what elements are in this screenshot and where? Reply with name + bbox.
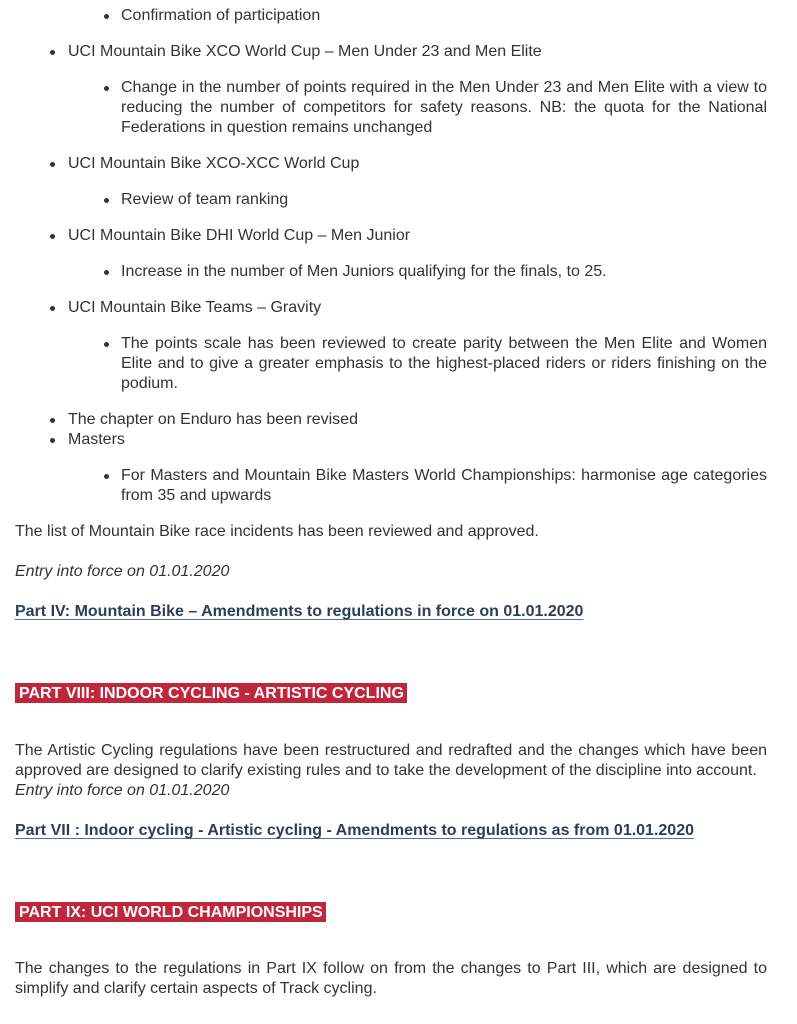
part-viii-section: [15, 683, 767, 704]
list-item: UCI Mountain Bike XCO World Cup – Men Under 23 and Men Elite: [15, 42, 767, 62]
list-item: Change in the number of points required in the Men Under 23 and Men Elite with a view to reducing the number of competitors for safety reasons. NB: the quota for the National Federations in question remains unchanged: [15, 78, 767, 138]
bullet-icon: [50, 50, 55, 55]
part-viii-link-paragraph: [15, 821, 767, 841]
list-item: The points scale has been reviewed to create parity between the Men Elite and Women Elite and to give a greater emphasis to the highest-placed riders or riders finishing on the podium.: [15, 334, 767, 394]
bullet-icon: [50, 306, 55, 311]
bullet-icon: [50, 438, 55, 443]
list-item: UCI Mountain Bike DHI World Cup – Men Junior: [15, 226, 767, 246]
part-viii-body: The Artistic Cycling regulations have been restructured and redrafted and the changes which have been approved are designed to clarify existing rules and to take the development of the discipline into account.: [15, 742, 767, 779]
incidents-paragraph: The list of Mountain Bike race incidents has been reviewed and approved.: [15, 523, 539, 540]
bullet-icon: [50, 234, 55, 239]
list-item: Confirmation of participation: [15, 6, 767, 26]
bullet-icon: [104, 198, 109, 203]
mtb-amendments-list: [15, 6, 767, 506]
bullet-icon: [104, 14, 109, 19]
part-ix-heading: PART IX: UCI WORLD CHAMPIONSHIPS: [15, 902, 326, 922]
part-viii-heading: PART VIII: INDOOR CYCLING - ARTISTIC CYCLING: [15, 683, 407, 703]
part-ix-body: The changes to the regulations in Part IX follow on from the changes to Part III, which are designed to simplify and clarify certain aspects of Track cycling.: [15, 960, 767, 997]
part-vii-artistic-cycling-link[interactable]: Part VII : Indoor cycling - Artistic cycling - Amendments to regulations as from 01.01.2020: [15, 822, 694, 839]
part-iv-mountain-bike-link[interactable]: Part IV: Mountain Bike – Amendments to regulations in force on 01.01.2020: [15, 603, 584, 620]
bullet-icon: [104, 342, 109, 347]
article-content: [15, 6, 767, 999]
bullet-icon: [104, 86, 109, 91]
list-item: Review of team ranking: [15, 190, 767, 210]
mtb-link-paragraph: [15, 602, 767, 622]
part-ix-section: [15, 902, 767, 923]
list-item: Masters: [15, 430, 767, 450]
part-viii-entry-into-force: Entry into force on 01.01.2020: [15, 782, 230, 799]
bullet-icon: [50, 162, 55, 167]
bullet-icon: [50, 418, 55, 423]
list-item: The chapter on Enduro has been revised: [15, 410, 767, 430]
list-item: UCI Mountain Bike Teams – Gravity: [15, 298, 767, 318]
bullet-icon: [104, 270, 109, 275]
bullet-icon: [104, 474, 109, 479]
list-item: Increase in the number of Men Juniors qualifying for the finals, to 25.: [15, 262, 767, 282]
mtb-entry-into-force: Entry into force on 01.01.2020: [15, 563, 230, 580]
list-item: UCI Mountain Bike XCO-XCC World Cup: [15, 154, 767, 174]
list-item: For Masters and Mountain Bike Masters World Championships: harmonise age categories from 35 and upwards: [15, 466, 767, 506]
